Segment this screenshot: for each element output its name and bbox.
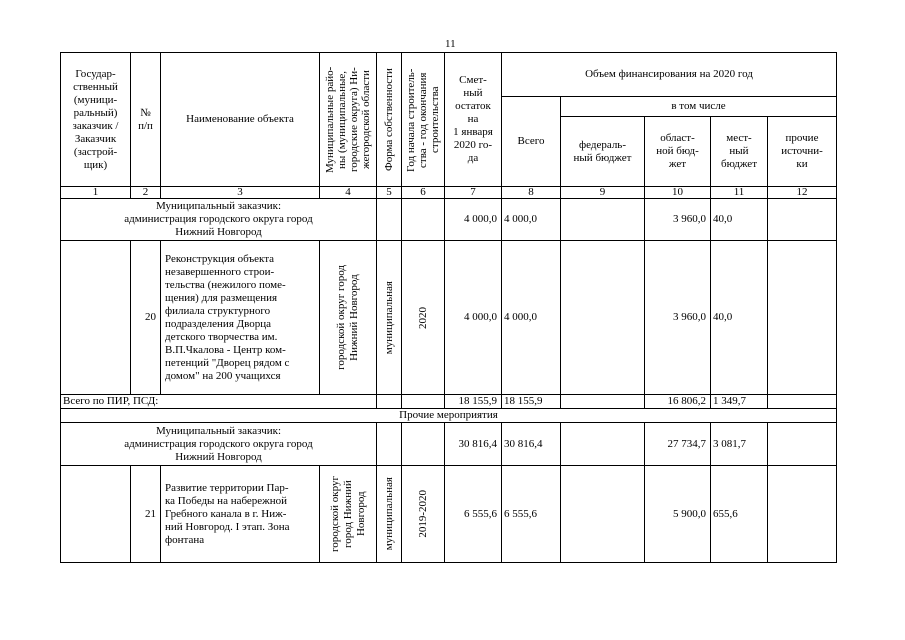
- total-row: [61, 395, 837, 409]
- cell-district: городской округ город Нижний Новгород: [320, 466, 377, 563]
- col-number: 3: [161, 187, 320, 199]
- header-num: № п/п: [131, 53, 161, 187]
- col-number: 7: [445, 187, 502, 199]
- col-number: 12: [768, 187, 837, 199]
- cell-local: 40,0: [711, 241, 768, 395]
- col-number: 2: [131, 187, 161, 199]
- cell-local: 3 081,7: [711, 423, 768, 466]
- cell-regional: 3 960,0: [645, 199, 711, 241]
- header-customer: Государ- ственный (муници- pальный) заказчик / Заказчик (застрой- щик): [61, 53, 131, 187]
- cell-district: городской округ город Нижний Новгород: [320, 241, 377, 395]
- col-number: 5: [377, 187, 402, 199]
- group-row: [61, 423, 837, 466]
- cell-regional: 5 900,0: [645, 466, 711, 563]
- col-number: 10: [645, 187, 711, 199]
- header-regional: област- ной бюд- жет: [645, 117, 711, 187]
- header-federal: федераль- ный бюджет: [561, 117, 645, 187]
- total-label: Всего по ПИР, ПСД:: [61, 395, 377, 409]
- cell-balance: 18 155,9: [445, 395, 502, 409]
- col-number: 8: [502, 187, 561, 199]
- group-row: [61, 199, 837, 241]
- header-other: прочие источни- ки: [768, 117, 837, 187]
- header-balance: Смет- ный остаток на 1 января 2020 го- да: [445, 53, 502, 187]
- col-number: 11: [711, 187, 768, 199]
- header-total: Всего: [502, 97, 561, 187]
- header-years: Год начала строитель- ства - год окончания строительства: [402, 53, 445, 187]
- cell-regional: 3 960,0: [645, 241, 711, 395]
- header-local: мест- ный бюджет: [711, 117, 768, 187]
- col-number: 4: [320, 187, 377, 199]
- cell-balance: 6 555,6: [445, 466, 502, 563]
- cell-regional: 16 806,2: [645, 395, 711, 409]
- header-funding-title: Объем финансирования на 2020 год: [502, 53, 837, 97]
- cell-num: 21: [131, 466, 161, 563]
- cell-total: 30 816,4: [502, 423, 561, 466]
- cell-object-name: Развитие территории Пар- ка Победы на набережной Гребного канала в г. Ниж- ний Новгород. I этап. Зона фонтана: [161, 466, 320, 563]
- section-row: [61, 409, 837, 423]
- cell-local: 40,0: [711, 199, 768, 241]
- cell-total: 4 000,0: [502, 241, 561, 395]
- cell-ownership: муниципальная: [377, 241, 402, 395]
- cell-total: 18 155,9: [502, 395, 561, 409]
- cell-balance: 4 000,0: [445, 241, 502, 395]
- funding-table: [60, 52, 837, 563]
- cell-balance: 4 000,0: [445, 199, 502, 241]
- cell-regional: 27 734,7: [645, 423, 711, 466]
- table-row: [61, 241, 837, 395]
- section-title: Прочие мероприятия: [61, 409, 837, 423]
- group-customer: Муниципальный заказчик: администрация городского округа город Нижний Новгород: [61, 423, 377, 466]
- page-number: 11: [445, 38, 456, 50]
- group-customer: Муниципальный заказчик: администрация городского округа город Нижний Новгород: [61, 199, 377, 241]
- cell-local: 655,6: [711, 466, 768, 563]
- col-number: 1: [61, 187, 131, 199]
- cell-years: 2020: [402, 241, 445, 395]
- header-ownership: Форма собственности: [377, 53, 402, 187]
- col-number: 9: [561, 187, 645, 199]
- table-row: [61, 466, 837, 563]
- cell-total: 6 555,6: [502, 466, 561, 563]
- cell-object-name: Реконструкция объекта незавершенного строи- тельства (нежилого поме- щения) для размещения филиала структурного подразделения Дворца детского творчества им. В.П.Чкалова - Центр ком- петенций "Дворец рядом с домом" на 200 учащихся: [161, 241, 320, 395]
- cell-num: 20: [131, 241, 161, 395]
- header-object-name: Наименование объекта: [161, 53, 320, 187]
- cell-balance: 30 816,4: [445, 423, 502, 466]
- cell-ownership: муниципальная: [377, 466, 402, 563]
- cell-total: 4 000,0: [502, 199, 561, 241]
- col-number: 6: [402, 187, 445, 199]
- header-district: Муниципальные райо- ны (муниципальные, городские округа) Ни- жегородской области: [320, 53, 377, 187]
- cell-local: 1 349,7: [711, 395, 768, 409]
- cell-years: 2019-2020: [402, 466, 445, 563]
- header-including: в том числе: [561, 97, 837, 117]
